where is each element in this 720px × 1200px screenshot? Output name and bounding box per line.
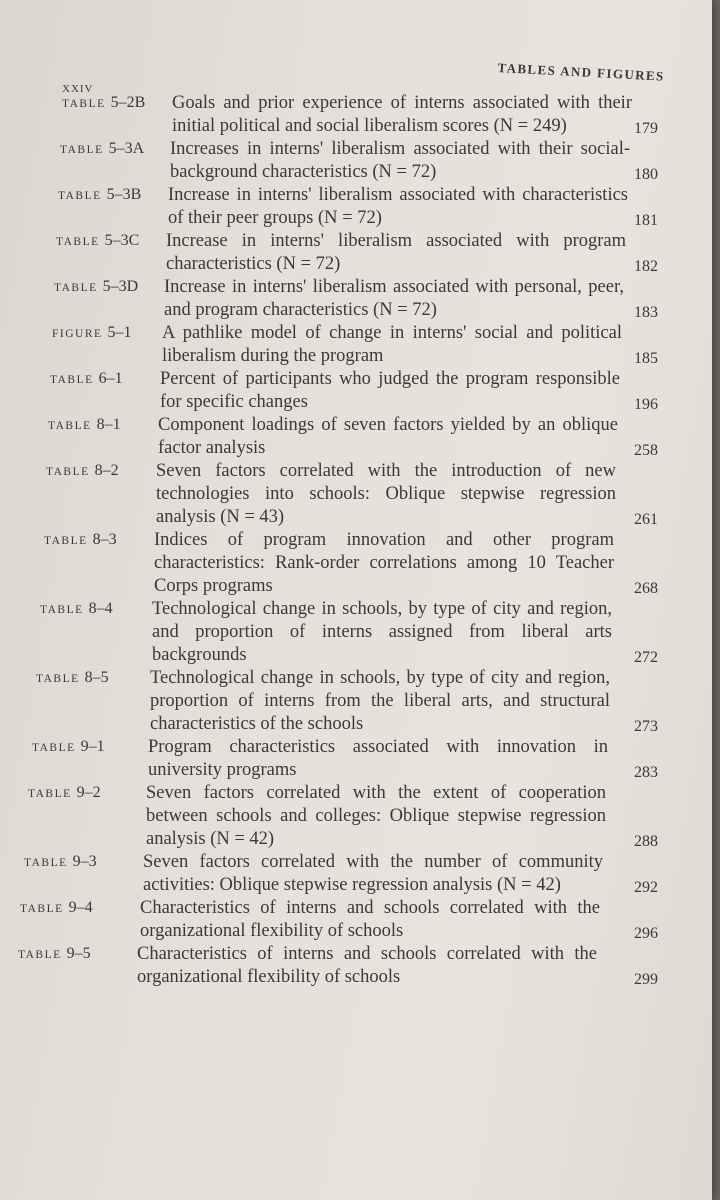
list-item (0, 736, 712, 782)
entry-kind: TABLE (54, 282, 98, 294)
entry-number: 8–5 (84, 669, 109, 686)
entry-page: 185 (634, 350, 658, 367)
entry-title: Program characteristics associated with innovation in university programs (148, 737, 608, 780)
entry-page: 268 (634, 580, 658, 597)
list-item (0, 368, 712, 414)
entry-page: 196 (634, 396, 658, 413)
entry-page: 181 (634, 212, 658, 229)
entry-number: 5–3C (104, 232, 140, 249)
list-item (0, 230, 712, 276)
entry-number: 5–3D (102, 278, 139, 295)
list-item (0, 276, 712, 322)
entry-kind: TABLE (48, 420, 92, 432)
entry-page: 183 (634, 304, 658, 321)
entry-page: 180 (634, 166, 658, 183)
entry-page: 261 (634, 511, 658, 528)
entry-kind: TABLE (46, 466, 90, 478)
entry-number: 5–1 (107, 324, 132, 341)
entry-title: Seven factors correlated with the introduction of new technologies into schools: Oblique stepwise regression analysis (N = 43) (156, 461, 616, 527)
entry-kind: TABLE (36, 673, 80, 685)
entry-title: Characteristics of interns and schools correlated with the organizational flexibility of schools (137, 944, 597, 987)
entry-kind: TABLE (62, 98, 106, 110)
running-head: TABLES AND FIGURES (497, 60, 666, 84)
entry-page: 283 (634, 764, 658, 781)
entry-number: 5–3B (106, 186, 142, 203)
entry-number: 8–3 (92, 531, 117, 548)
entry-number: 8–4 (88, 600, 113, 617)
entry-number: 9–2 (76, 784, 101, 801)
entry-title: Indices of program innovation and other program characteristics: Rank-order correlations among 10 Teacher Corps programs (154, 530, 614, 596)
entry-title: Component loadings of seven factors yielded by an oblique factor analysis (158, 415, 618, 458)
entry-page: 179 (634, 120, 658, 137)
entry-title: Characteristics of interns and schools correlated with the organizational flexibility of schools (140, 898, 600, 941)
entry-title: Increase in interns' liberalism associated with program characteristics (N = 72) (166, 231, 626, 274)
list-item (0, 943, 712, 989)
entry-title: Increase in interns' liberalism associated with characteristics of their peer groups (N = 72) (168, 185, 628, 228)
list-item (0, 184, 712, 230)
entry-number: 8–1 (96, 416, 121, 433)
entry-title: Percent of participants who judged the program responsible for specific changes (160, 369, 620, 412)
list-item (0, 851, 712, 897)
entry-kind: TABLE (32, 742, 76, 754)
entry-title: Technological change in schools, by type of city and region, and proportion of interns assigned from liberal arts backgrounds (152, 599, 612, 665)
entry-number: 9–4 (68, 899, 93, 916)
entry-kind: FIGURE (52, 328, 103, 340)
list-item (0, 92, 712, 138)
entry-kind: TABLE (28, 788, 72, 800)
entry-number: 9–5 (66, 945, 91, 962)
entry-title: A pathlike model of change in interns' social and political liberalism during the program (162, 323, 622, 366)
entry-page: 299 (634, 971, 658, 988)
entry-page: 288 (634, 833, 658, 850)
list-item (0, 414, 712, 460)
entry-number: 5–3A (108, 140, 145, 157)
list-item (0, 322, 712, 368)
entry-number: 9–3 (72, 853, 97, 870)
list-item (0, 529, 712, 598)
list-item (0, 138, 712, 184)
entry-title: Goals and prior experience of interns associated with their initial political and social liberalism scores (N = 249) (172, 93, 632, 136)
entry-kind: TABLE (60, 144, 104, 156)
entry-title: Seven factors correlated with the extent of cooperation between schools and colleges: Oblique stepwise regression analysis (N = 42) (146, 783, 606, 849)
entry-kind: TABLE (40, 604, 84, 616)
entry-page: 292 (634, 879, 658, 896)
entry-kind: TABLE (44, 535, 88, 547)
entry-number: 5–2B (110, 94, 146, 111)
entry-page: 273 (634, 718, 658, 735)
entry-kind: TABLE (18, 949, 62, 961)
entry-title: Increases in interns' liberalism associated with their social-background characteristics (N = 72) (170, 139, 630, 182)
list-of-tables-and-figures (0, 92, 712, 989)
entry-kind: TABLE (24, 857, 68, 869)
entry-number: 6–1 (98, 370, 123, 387)
entry-kind: TABLE (50, 374, 94, 386)
entry-number: 9–1 (80, 738, 105, 755)
entry-title: Increase in interns' liberalism associated with personal, peer, and program characteristics (N = 72) (164, 277, 624, 320)
entry-kind: TABLE (56, 236, 100, 248)
entry-kind: TABLE (58, 190, 102, 202)
entry-number: 8–2 (94, 462, 119, 479)
entry-title: Seven factors correlated with the number of community activities: Oblique stepwise regression analysis (N = 42) (143, 852, 603, 895)
list-item (0, 897, 712, 943)
list-item (0, 460, 712, 529)
list-item (0, 598, 712, 667)
entry-kind: TABLE (20, 903, 64, 915)
list-item (0, 782, 712, 851)
entry-title: Technological change in schools, by type of city and region, proportion of interns from the liberal arts, and structural characteristics of the schools (150, 668, 610, 734)
entry-page: 182 (634, 258, 658, 275)
entry-page: 258 (634, 442, 658, 459)
page-number: xxiv (62, 80, 94, 96)
list-item (0, 667, 712, 736)
entry-page: 296 (634, 925, 658, 942)
entry-page: 272 (634, 649, 658, 666)
